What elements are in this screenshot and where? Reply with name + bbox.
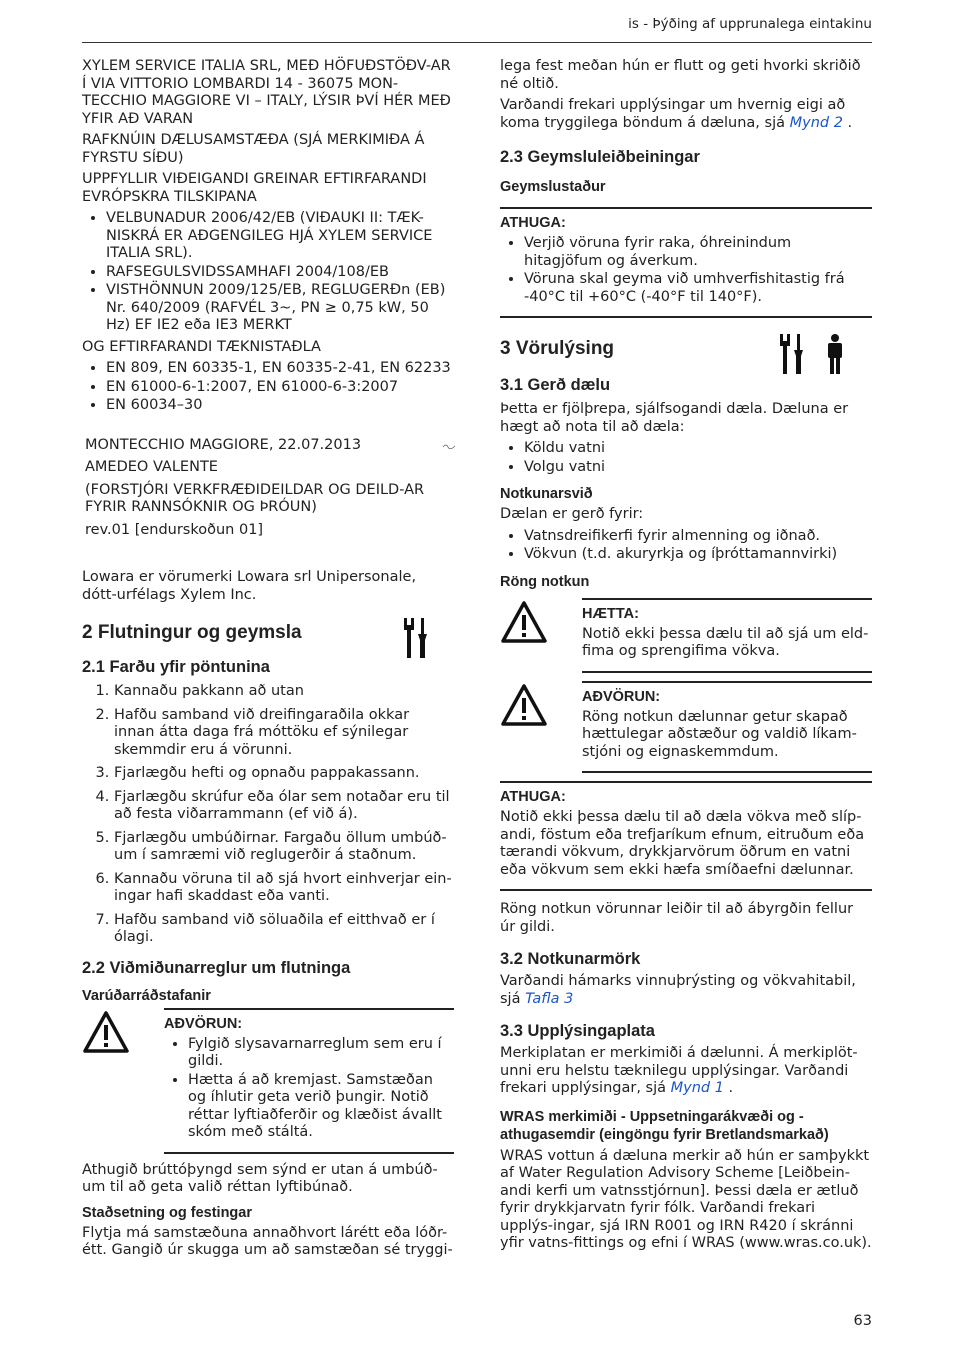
list-item: • Köldu vatni [524, 440, 872, 458]
paragraph: WRAS vottun á dæluna merkir að hún er samþykkt af Water Regulation Advisory Scheme [Leiðbein-andi kerfi um vatnsstjórnun]. Þessi dæla er ætluð fyrir drykkjarvatn fyrir fólk. Varðandi frekari upplýs-ingar, sjá IRN R001 og IRN R420 í skránni yfir vatns-fittings og efni í WRAS (www.wras.co.uk). [500, 1147, 872, 1251]
section-icons [402, 618, 428, 662]
paragraph: Varðandi hámarks vinnuþrýsting og vökvahitabil, sjá Tafla 3 [500, 973, 856, 1007]
signature-place-date: MONTECCHIO MAGGIORE, 22.07.2013 [85, 436, 362, 453]
directives-list [82, 210, 454, 335]
signature-block [82, 437, 454, 540]
paragraph: Röng notkun vörunnar leiðir til að ábyrgðin fellur úr gildi. [500, 901, 854, 935]
list-item: 2. Hafðu samband við dreifingaraðila okkar innan átta daga frá móttöku ef sýnilegar skemmdir eru á vörunni. [114, 707, 454, 760]
subsection-title: 3.2 Notkunarmörk [500, 950, 641, 968]
list-item: • Vöruna skal geyma við umhverfishitastig frá -40°C til +60°C (-40°F til 140°F). [524, 271, 872, 306]
order-check-steps [82, 683, 454, 947]
list-item: • EN 61000-6-1:2007, EN 61000-6-3:2007 [106, 379, 454, 397]
pump-liquids-list [500, 440, 872, 476]
paragraph: Athugið brúttóþyngd sem sýnd er utan á umbúð-um til að geta valið réttan lyftibúnað. [82, 1161, 438, 1195]
warning-text: Röng notkun dælunnar getur skapað hættulegar aðstæður og valdið líkam-stjóni og eignaskemmdum. [582, 708, 857, 760]
list-item: • Fylgið slysavarnarreglum sem eru í gildi. [188, 1036, 454, 1071]
signature-mark [442, 443, 456, 451]
right-column [500, 58, 872, 1257]
applications-list [500, 528, 872, 564]
list-item: • Volgu vatni [524, 459, 872, 477]
left-column [82, 58, 454, 1264]
person-icon [824, 334, 846, 378]
list-item: 6. Kannaðu vöruna til að sjá hvort einhverjar ein-ingar hafi skaddast eða vanti. [114, 871, 454, 906]
page-header [82, 12, 872, 43]
danger-label: HÆTTA: [582, 605, 639, 622]
list-item: • VELBUNADUR 2006/42/EB (VIÐAUKI II: TÆK-NISKRÁ ER AÐGENGILEG HJÁ XYLEM SERVICE ITALIA SRL). [106, 210, 454, 263]
paragraph: Þetta er fjölþrepa, sjálfsogandi dæla. Dæluna er hægt að nota til að dæla: [500, 401, 849, 435]
paragraph-heading: Staðsetning og festingar [82, 1204, 252, 1221]
note-list [500, 235, 872, 306]
warning-triangle-icon [500, 681, 582, 774]
paragraph: Merkiplatan er merkimiði á dælunni. Á merkiplöt-unni eru helstu tæknilegu upplýsingar. Varðandi frekari upplýsingar, sjá Mynd 1 . [500, 1045, 858, 1096]
lowara-trademark: Lowara er vörumerki Lowara srl Unipersonale, dótt-urfélags Xylem Inc. [82, 569, 417, 603]
list-item: • Verjið vöruna fyrir raka, óhreinindum hitagjöfum og áverkum. [524, 235, 872, 270]
note-label: ATHUGA: [500, 789, 566, 805]
section-2-header [82, 618, 454, 652]
danger-box [500, 598, 872, 673]
declaration-standards-intro: OG EFTIRFARANDI TÆKNISTAÐLA [82, 338, 321, 355]
list-item: 3. Fjarlægðu hefti og opnaðu pappakassann. [114, 765, 454, 783]
paragraph-heading: Notkunarsvið [500, 486, 593, 502]
section-3-header [500, 334, 872, 374]
warning-list [164, 1036, 454, 1142]
page-number: 63 [853, 1313, 872, 1329]
paragraph: Dælan er gerð fyrir: [500, 506, 644, 522]
header-title: is - Þýðing af upprunalega eintakinu [628, 16, 872, 32]
declaration-company: XYLEM SERVICE ITALIA SRL, MEÐ HÖFUÐSTÖÐV-AR Í VIA VITTORIO LOMBARDI 14 - 36075 MON-TECCHIO MAGGIORE VI – ITALY, LÝSIR ÞVÍ HÉR MEÐ YFIR AÐ VARAN [82, 58, 451, 127]
table-link[interactable]: Tafla 3 [525, 990, 574, 1007]
section-icons [778, 334, 846, 378]
section-title: 3 Vörulýsing [500, 338, 615, 359]
note-text: Notið ekki þessa dælu til að dæla vökva með slíp-andi, föstum eða trefjaríkum efnum, eitruðum eða tærandi vökvum, drykkjarvörum öðrum en vatni eða vökvum sem ekki hæfa smíðaefni dælunnar. [500, 809, 865, 878]
declaration-product: RAFKNÚIN DÆLUSAMSTÆÐA (SJÁ MERKIMIÐA Á FYRSTU SÍÐU) [82, 132, 425, 166]
figure-link[interactable]: Mynd 2 [789, 114, 843, 131]
standards-list [82, 360, 454, 415]
signature-title: (FORSTJÓRI VERKFRÆÐIDEILDAR OG DEILD-AR FYRIR RANNSÓKNIR OG ÞRÓUN) [85, 481, 425, 515]
list-item: • EN 60034–30 [106, 397, 454, 415]
warning-label: AÐVÖRUN: [582, 688, 661, 705]
warning-triangle-icon [500, 598, 582, 673]
list-item: • RAFSEGULSVIDSSAMHAFI 2004/108/EB [106, 264, 454, 282]
tools-icon [778, 334, 804, 378]
list-item: • Hætta á að kremjast. Samstæðan og íhlutir geta verið þungir. Notið réttar lyftiaðferðir og klæðist ávallt skóm með stáltá. [188, 1072, 454, 1142]
subsection-title: 2.2 Viðmiðunarreglur um flutninga [82, 958, 351, 977]
list-item: 4. Fjarlægðu skrúfur eða ólar sem notaðar eru til að festa viðarrammann (ef við á). [114, 789, 454, 824]
section-title: 2 Flutningur og geymsla [82, 622, 302, 643]
subsection-title: 2.3 Geymsluleiðbeiningar [500, 148, 700, 166]
list-item: • Vökvun (t.d. akuryrkja og íþróttamannvirki) [524, 546, 872, 564]
list-item: 1. Kannaðu pakkann að utan [114, 683, 454, 701]
paragraph: Flytja má samstæðuna annaðhvort lárétt eða lóðr-étt. Gangið úr skugga um að samstæðan sé tryggi- [82, 1224, 453, 1258]
note-label: ATHUGA: [500, 215, 566, 231]
paragraph: Varðandi frekari upplýsingar um hvernig eigi að koma tryggilega böndum á dæluna, sjá Mynd 2 . [500, 97, 853, 131]
paragraph: lega fest meðan hún er flutt og geti hvorki skriðið né oltið. [500, 58, 861, 92]
list-item: • VISTHÖNNUN 2009/125/EB, REGLUGERÐn (EB) Nr. 640/2009 (RAFVÉL 3~, PN ≥ 0,75 kW, 50 Hz) EF IE2 eða IE3 MERKT [106, 282, 454, 335]
paragraph-heading: Röng notkun [500, 573, 590, 590]
subsection-title: 3.1 Gerð dælu [500, 376, 611, 394]
signature-revision: rev.01 [endurskoðun 01] [85, 521, 264, 538]
paragraph-heading: Geymslustaður [500, 179, 606, 195]
signature-name: AMEDEO VALENTE [85, 459, 218, 475]
figure-link[interactable]: Mynd 1 [670, 1080, 724, 1096]
list-item: 5. Fjarlægðu umbúðirnar. Fargaðu öllum umbúð-um í samræmi við reglugerðir á staðnum. [114, 830, 454, 865]
note-box [500, 781, 872, 891]
note-box [500, 207, 872, 318]
subsection-title: 3.3 Upplýsingaplata [500, 1022, 655, 1040]
tools-icon [402, 618, 428, 662]
list-item: 7. Hafðu samband við söluaðila ef eitthvað er í ólagi. [114, 912, 454, 947]
warning-box [500, 681, 872, 774]
list-item: • Vatnsdreifikerfi fyrir almenning og iðnað. [524, 528, 872, 546]
list-item: • EN 809, EN 60335-1, EN 60335-2-41, EN 62233 [106, 360, 454, 378]
subsection-title: 2.1 Farðu yfir pöntunina [82, 658, 270, 676]
warning-triangle-icon [82, 1008, 164, 1154]
danger-text: Notið ekki þessa dælu til að sjá um eld-fima og sprengifima vökva. [582, 625, 869, 659]
declaration-directives-intro: UPPFYLLIR VIÐEIGANDI GREINAR EFTIRFARANDI EVRÓPSKRA TILSKIPANA [82, 171, 427, 205]
paragraph-heading: WRAS merkimiði - Uppsetningarákvæði og - athugasemdir (eingöngu fyrir Bretlandsmarkað) [500, 1108, 829, 1143]
warning-label: AÐVÖRUN: [164, 1015, 243, 1032]
warning-box [82, 1008, 454, 1154]
paragraph-heading: Varúðarráðstafanir [82, 987, 211, 1004]
